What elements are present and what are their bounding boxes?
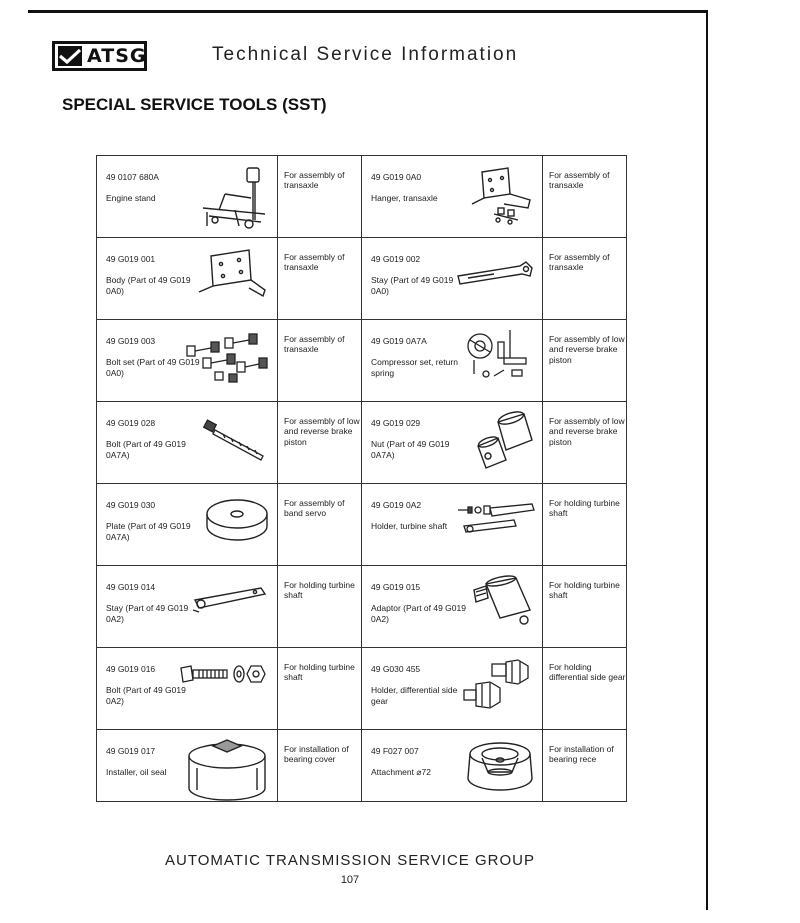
part-number: 49 G019 002	[371, 254, 421, 264]
tool-purpose: For assembly of transaxle	[284, 252, 345, 273]
tool-cell	[362, 402, 543, 484]
tool-purpose: For assembly of low and reverse brake piston	[549, 416, 625, 447]
page-number: 107	[340, 874, 360, 886]
tool-purpose: For installation of bearing rece	[549, 744, 614, 765]
logo-text: ATSG	[87, 45, 147, 67]
part-number: 49 G030 455	[371, 664, 421, 674]
tool-cell	[97, 566, 278, 648]
tool-name: Stay (Part of 49 G019 0A2)	[106, 603, 189, 624]
atsg-logo	[52, 41, 147, 71]
engine-stand-icon	[195, 164, 273, 232]
footer-title: AUTOMATIC TRANSMISSION SERVICE GROUP	[165, 852, 535, 869]
table-row	[97, 156, 627, 238]
tool-cell	[362, 566, 543, 648]
purpose-cell	[543, 648, 627, 730]
tool-purpose: For holding turbine shaft	[284, 580, 355, 601]
tool-cell	[97, 648, 278, 730]
tool-cell	[97, 320, 278, 402]
bolt-set-icon	[181, 328, 273, 388]
tool-purpose: For holding differential side gear	[549, 662, 626, 683]
tool-purpose: For holding turbine shaft	[549, 580, 620, 601]
tool-cell	[362, 156, 543, 238]
purpose-cell	[278, 320, 362, 402]
tool-name: Plate (Part of 49 G019 0A7A)	[106, 521, 191, 542]
part-number: 49 G019 030	[106, 500, 156, 510]
differential-holder-icon	[458, 656, 538, 720]
compressor-set-icon	[458, 328, 538, 390]
tool-cell	[97, 730, 278, 802]
tool-cell	[362, 730, 543, 802]
tool-cell	[362, 320, 543, 402]
turbine-holder-icon	[454, 492, 538, 546]
purpose-cell	[543, 730, 627, 802]
tool-name: Engine stand	[106, 193, 156, 204]
part-number: 49 G019 0A2	[371, 500, 422, 510]
stay-bar-icon	[454, 246, 538, 296]
top-rule	[28, 10, 708, 13]
attachment-cup-icon	[462, 738, 538, 800]
tool-purpose: For assembly of transaxle	[284, 170, 345, 191]
tool-name: Bolt (Part of 49 G019 0A2)	[106, 685, 186, 706]
tool-purpose: For assembly of transaxle	[549, 252, 610, 273]
tool-name: Installer, oil seal	[106, 767, 167, 778]
nut-cylinder-icon	[468, 410, 538, 476]
body-bracket-icon	[193, 246, 273, 306]
tool-name: Adaptor (Part of 49 G019 0A2)	[371, 603, 466, 624]
tool-name: Attachment ⌀72	[371, 767, 431, 778]
purpose-cell	[543, 402, 627, 484]
bolt-washer-nut-icon	[177, 656, 273, 702]
tool-name: Bolt set (Part of 49 G019 0A0)	[106, 357, 200, 378]
part-number: 49 G019 029	[371, 418, 421, 428]
tool-purpose: For assembly of low and reverse brake piston	[549, 334, 625, 365]
tool-cell	[362, 238, 543, 320]
tool-name: Hanger, transaxle	[371, 193, 438, 204]
purpose-cell	[278, 238, 362, 320]
tool-name: Nut (Part of 49 G019 0A7A)	[371, 439, 450, 460]
part-number: 49 G019 016	[106, 664, 156, 674]
tool-purpose: For holding turbine shaft	[549, 498, 620, 519]
table-row	[97, 648, 627, 730]
table-row	[97, 320, 627, 402]
purpose-cell	[543, 238, 627, 320]
tool-purpose: For assembly of band servo	[284, 498, 345, 519]
part-number: 49 G019 0A7A	[371, 336, 427, 346]
tool-name: Holder, turbine shaft	[371, 521, 448, 532]
part-number: 49 G019 015	[371, 582, 421, 592]
tool-name: Bolt (Part of 49 G019 0A7A)	[106, 439, 186, 460]
purpose-cell	[543, 484, 627, 566]
part-number: 49 G019 0A0	[371, 172, 422, 182]
part-number: 49 G019 028	[106, 418, 156, 428]
tool-purpose: For assembly of transaxle	[284, 334, 345, 355]
tool-purpose: For assembly of transaxle	[549, 170, 610, 191]
part-number: 49 G019 014	[106, 582, 156, 592]
table-row	[97, 566, 627, 648]
tool-purpose: For assembly of low and reverse brake piston	[284, 416, 360, 447]
adaptor-icon	[466, 574, 538, 634]
long-bolt-icon	[201, 410, 273, 466]
special-service-tools-table	[96, 155, 627, 802]
tool-purpose: For installation of bearing cover	[284, 744, 349, 765]
page-header-title: Technical Service Information	[212, 44, 519, 65]
table-row	[97, 730, 627, 802]
table-row	[97, 238, 627, 320]
tool-purpose: For holding turbine shaft	[284, 662, 355, 683]
tool-cell	[97, 402, 278, 484]
purpose-cell	[543, 566, 627, 648]
tool-cell	[362, 648, 543, 730]
plate-disc-icon	[203, 492, 273, 552]
tool-cell	[97, 238, 278, 320]
tool-cell	[362, 484, 543, 566]
purpose-cell	[278, 156, 362, 238]
hanger-transaxle-icon	[468, 164, 538, 226]
part-number: 49 F027 007	[371, 746, 419, 756]
part-number: 49 0107 680A	[106, 172, 159, 182]
part-number: 49 G019 017	[106, 746, 156, 756]
section-title: SPECIAL SERVICE TOOLS (SST)	[62, 95, 327, 114]
part-number: 49 G019 001	[106, 254, 156, 264]
table-row	[97, 484, 627, 566]
part-number: 49 G019 003	[106, 336, 156, 346]
purpose-cell	[543, 320, 627, 402]
tool-name: Holder, differential side gear	[371, 685, 458, 706]
purpose-cell	[278, 484, 362, 566]
purpose-cell	[278, 402, 362, 484]
tool-name: Compressor set, return spring	[371, 357, 458, 378]
checkmark-icon	[58, 46, 82, 66]
purpose-cell	[278, 730, 362, 802]
purpose-cell	[278, 566, 362, 648]
table-row	[97, 402, 627, 484]
tool-name: Body (Part of 49 G019 0A0)	[106, 275, 191, 296]
purpose-cell	[543, 156, 627, 238]
purpose-cell	[278, 648, 362, 730]
tool-name: Stay (Part of 49 G019 0A0)	[371, 275, 454, 296]
tool-cell	[97, 156, 278, 238]
tool-cell	[97, 484, 278, 566]
stay-arm-icon	[189, 574, 273, 624]
right-margin-rule	[706, 10, 708, 910]
oil-seal-installer-icon	[183, 738, 273, 802]
